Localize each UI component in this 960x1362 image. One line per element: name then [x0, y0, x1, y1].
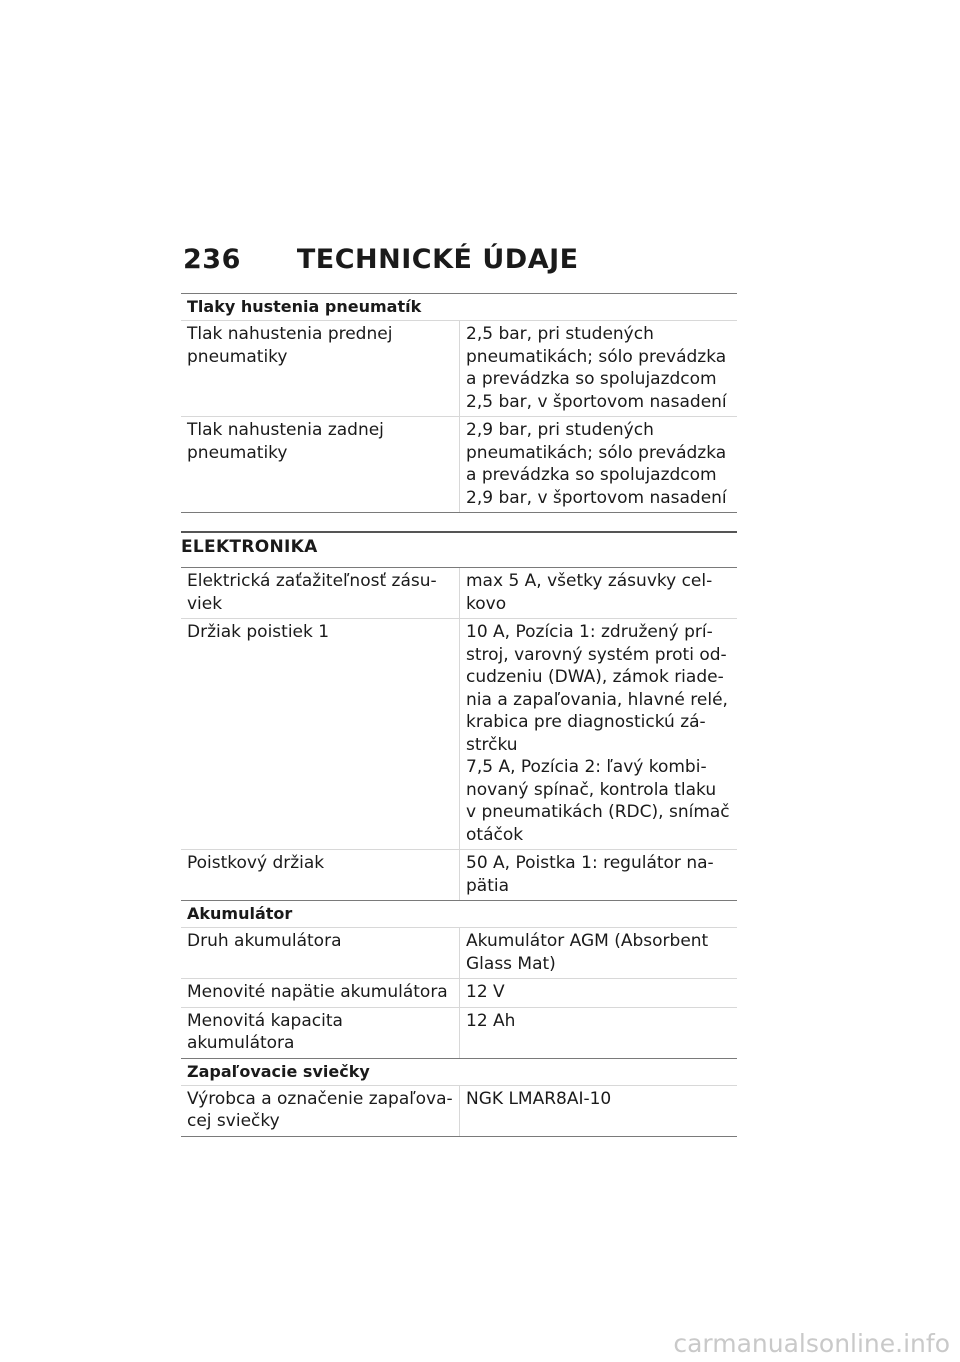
table-row [181, 850, 737, 901]
spark-plugs-title: Zapaľovacie sviečky [181, 1059, 737, 1086]
spec-label: Druh akumulátora [187, 931, 342, 951]
table-row [181, 417, 737, 513]
spec-value: 12 V [459, 979, 737, 1007]
spec-value: 2,9 bar, pri studených pneumatikách; sólo prevádzka a prevádzka so spolujazdcom 2,9 bar, v športovom nasadení [459, 417, 737, 512]
tires-title: Tlaky hustenia pneumatík [181, 293, 737, 321]
watermark: carmanualsonline.info [673, 1329, 950, 1358]
battery-title: Akumulátor [181, 901, 737, 928]
spec-label: Elektrická zaťažiteľnosť zásu- viek [187, 571, 437, 614]
spec-label: Tlak nahustenia prednej pneumatiky [187, 324, 393, 367]
page-title: TECHNICKÉ ÚDAJE [296, 244, 579, 275]
spec-label: Menovitá kapacita akumulátora [187, 1010, 343, 1053]
page-number: 236 [183, 244, 241, 275]
table-row [181, 567, 737, 619]
spec-value: 50 A, Poistka 1: regulátor na- pätia [459, 850, 737, 900]
spec-value: NGK LMAR8AI-10 [459, 1086, 737, 1136]
table-row [181, 619, 737, 850]
spec-value: 12 Ah [459, 1008, 737, 1058]
spec-value: max 5 A, všetky zásuvky cel- kovo [459, 568, 737, 618]
spec-value: 10 A, Pozícia 1: združený prí- stroj, varovný systém proti od- cudzeniu (DWA), zámok riade- nia a zapaľovania, hlavné relé, krabica pre diagnostickú zá- strčku 7,5 A, Pozícia 2: ľavý kombi- novaný spínač, kontrola tlaku v pneumatikách (RDC), snímač otáčok [459, 619, 737, 849]
table-row [181, 1008, 737, 1059]
table-row [181, 1086, 737, 1137]
section-heading-electronics: ELEKTRONIKA [181, 531, 737, 567]
spec-label: Výrobca a označenie zapaľova- cej sviečky [187, 1088, 453, 1131]
spec-label: Menovité napätie akumulátora [187, 982, 448, 1002]
table-row [181, 928, 737, 979]
table-row [181, 979, 737, 1008]
spec-label: Držiak poistiek 1 [187, 622, 330, 642]
spec-content [181, 293, 737, 1137]
spec-label: Tlak nahustenia zadnej pneumatiky [187, 420, 384, 463]
spec-label: Poistkový držiak [187, 853, 325, 873]
page-header [183, 244, 579, 275]
table-row [181, 321, 737, 417]
spec-value: 2,5 bar, pri studených pneumatikách; sólo prevádzka a prevádzka so spolujazdcom 2,5 bar, v športovom nasadení [459, 321, 737, 416]
spec-value: Akumulátor AGM (Absorbent Glass Mat) [459, 928, 737, 978]
